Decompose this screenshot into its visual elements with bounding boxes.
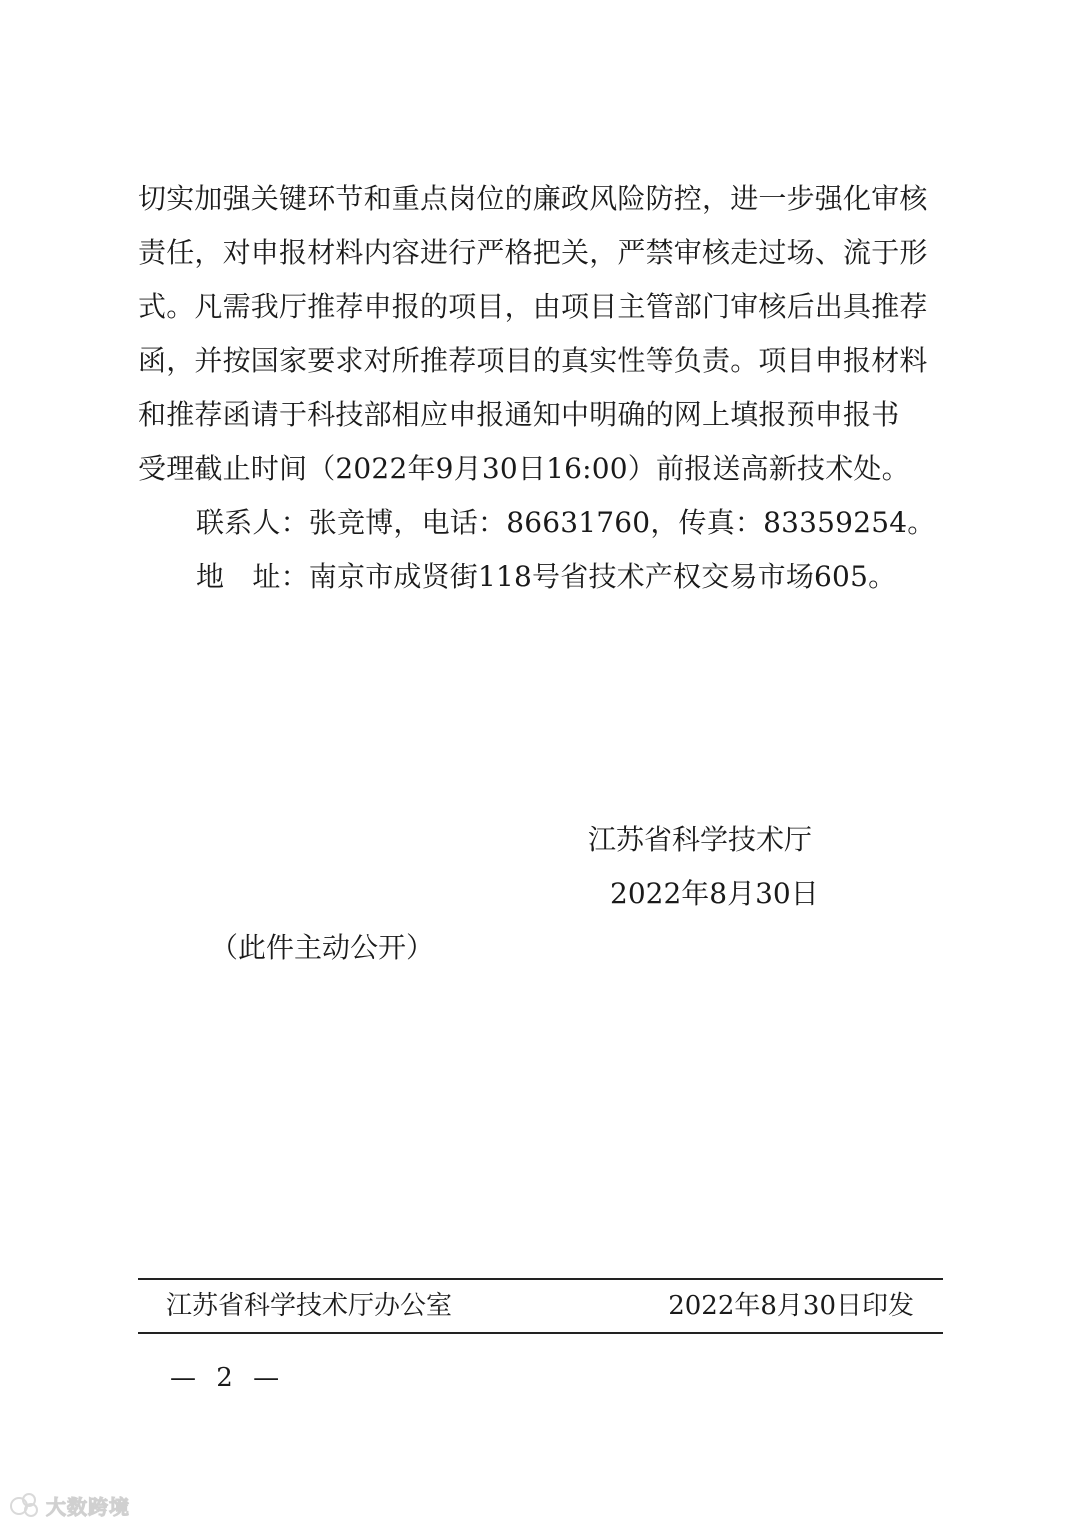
page-number: — 2 —	[170, 1363, 286, 1393]
body-line: 式。凡需我厅推荐申报的项目，由项目主管部门审核后出具推荐	[138, 290, 928, 323]
body-line: 受理截止时间（2022年9月30日16:00）前报送高新技术处。	[138, 452, 910, 485]
body-line: 切实加强关键环节和重点岗位的廉政风险防控，进一步强化审核	[138, 182, 928, 215]
signature-date: 2022年8月30日	[610, 877, 819, 910]
body-line: 和推荐函请于科技部相应申报通知中明确的网上填报预申报书	[138, 398, 900, 431]
body-text	[138, 172, 943, 604]
footer-bottom-rule	[138, 1332, 943, 1334]
signature-organization: 江苏省科学技术厅	[588, 823, 813, 856]
footer-top-rule	[138, 1278, 943, 1280]
contact-line: 联系人：张竞博，电话：86631760，传真：83359254。	[196, 506, 936, 539]
watermark-text: 大数跨境	[46, 1494, 130, 1519]
footer-issue-date: 2022年8月30日印发	[668, 1291, 914, 1321]
footer-issuer: 江苏省科学技术厅办公室	[166, 1291, 453, 1321]
watermark	[10, 1490, 130, 1520]
public-disclosure-note: （此件主动公开）	[210, 931, 435, 964]
body-line: 函，并按国家要求对所推荐项目的真实性等负责。项目申报材料	[138, 344, 928, 377]
watermark-logo-icon	[10, 1493, 40, 1517]
address-line: 地 址：南京市成贤街118号省技术产权交易市场605。	[196, 560, 897, 593]
body-line: 责任，对申报材料内容进行严格把关，严禁审核走过场、流于形	[138, 236, 928, 269]
